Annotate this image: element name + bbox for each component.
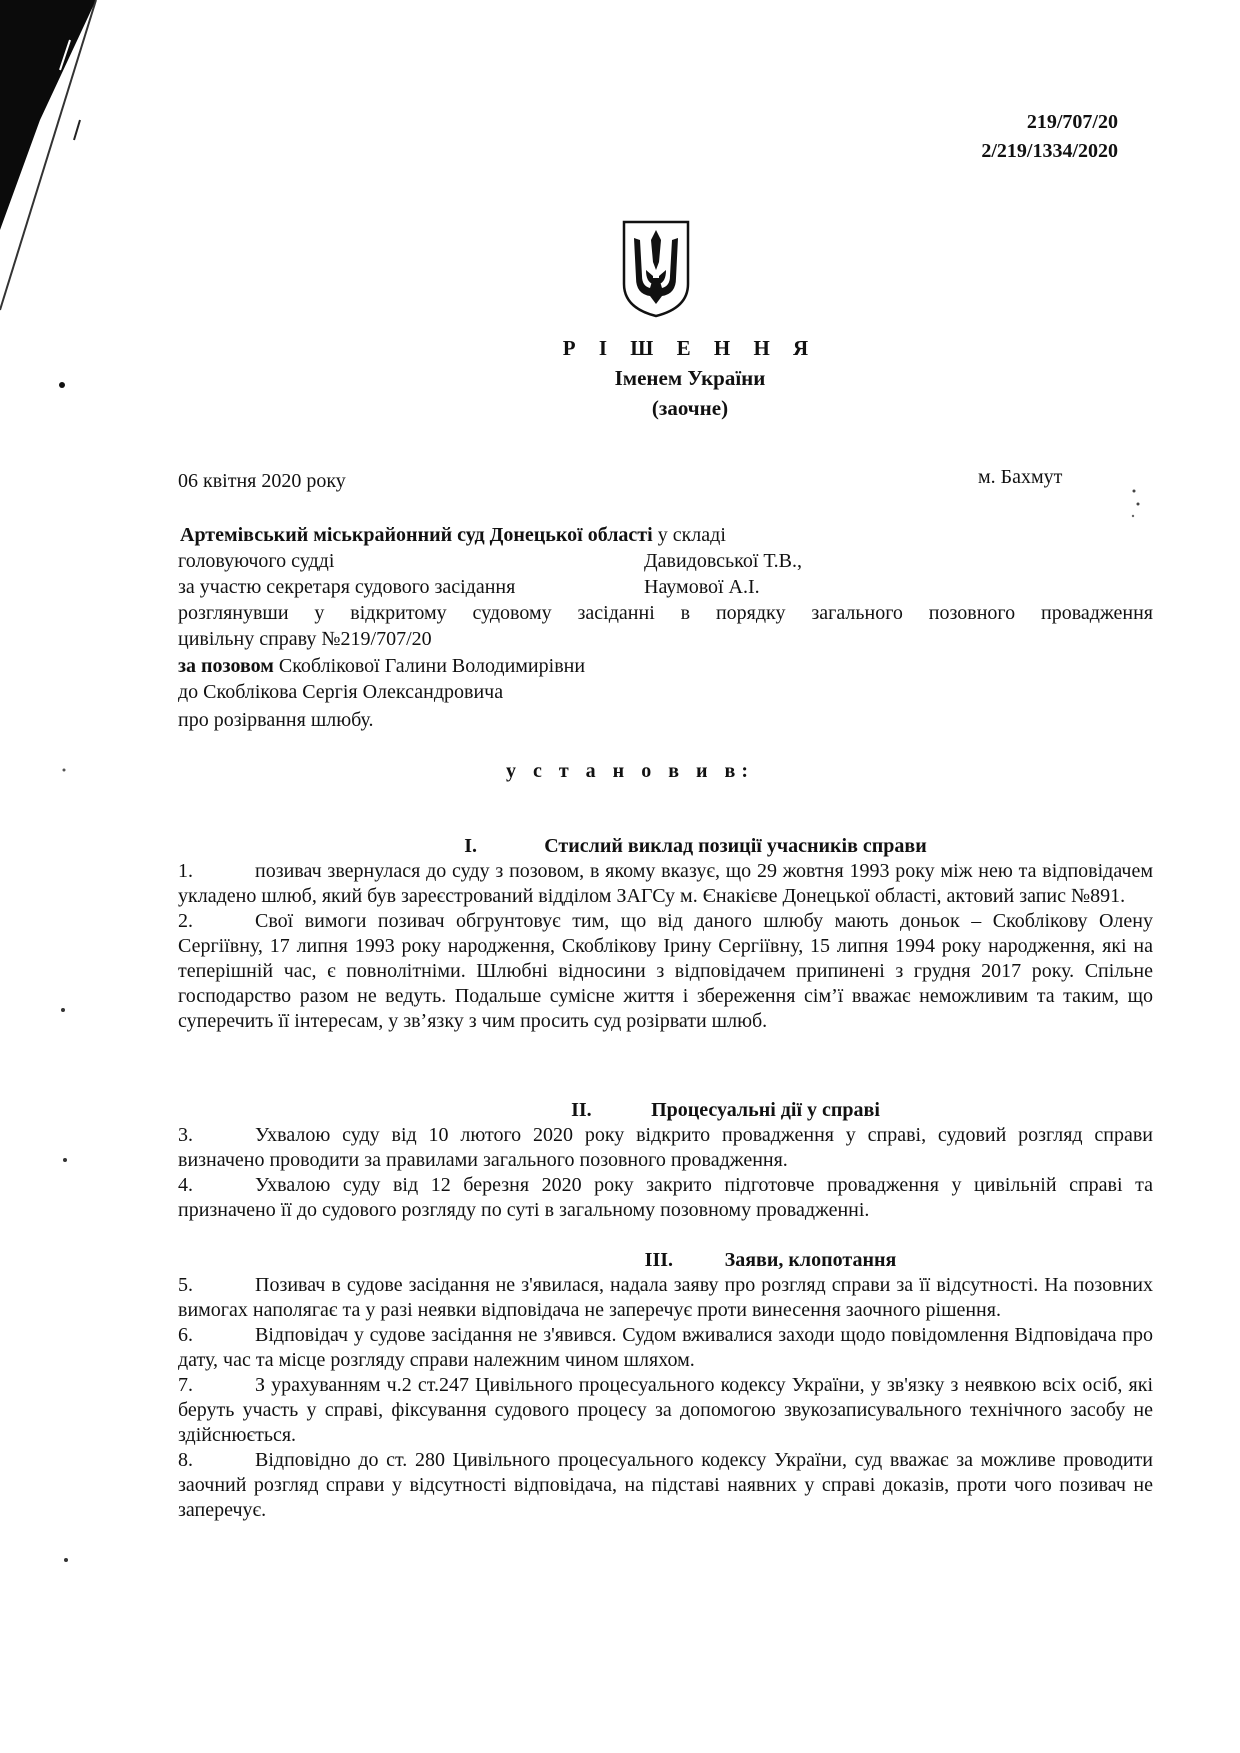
scan-specks-right [1128,486,1148,536]
claim-line [178,654,585,679]
paragraph [178,859,1153,909]
case-number-2: 2/219/1334/2020 [981,140,1118,162]
secretary-label: за участю секретаря судового засідання [178,576,516,598]
claim-plaintiff: Скоблікової Галини Володимирівни [273,655,586,677]
paragraph-text: З урахуванням ч.2 ст.247 Цивільного процесуального кодексу України, у зв'язку з неявкою всіх осіб, які беруть участь у справі, фіксування судового процесу за допомогою звукозаписувального технічного засобу не здійснюється. [178,1374,1153,1446]
case-numbers [981,108,1118,166]
paragraph [178,1323,1153,1373]
section-roman: I. [464,835,478,857]
decision-title [0,333,1240,423]
decision-date: 06 квітня 2020 року [178,470,346,492]
secretary-name: Наумової А.І. [644,576,760,598]
paragraph [178,1173,1153,1223]
paragraph-number: 5. [178,1274,193,1296]
claim-label: за позовом [178,655,274,677]
title-main: Р І Ш Е Н Н Я [562,336,818,360]
section-roman: III. [644,1249,674,1271]
paragraph [178,909,1153,1034]
paragraph [178,1373,1153,1448]
paragraph-text: Ухвалою суду від 12 березня 2020 року закрито підготовче провадження у цивільній справі та призначено її до судового розгляду по суті в загальному позовному провадженні. [178,1174,1153,1221]
section-roman: II. [571,1099,592,1121]
paragraph-number: 2. [178,910,193,932]
section-title: Стислий виклад позиції учасників справи [544,835,927,857]
case-line: цивільну справу №219/707/20 [178,628,432,650]
section-heading [298,1097,1153,1123]
title-type: (заочне) [651,396,729,420]
judge-label: головуючого судді [178,550,335,572]
paragraph-number: 7. [178,1374,193,1396]
scan-edge-artifact [0,0,150,330]
court-name: Артемівський міськрайонний суд Донецької області [180,524,653,546]
scan-specks [40,370,70,1570]
section-heading [388,1247,1153,1273]
decision-city: м. Бахмут [978,466,1063,488]
tryzub-coat-of-arms-icon [620,218,692,318]
paragraph-text: Свої вимоги позивач обгрунтовує тим, що від даного шлюбу мають доньок – Скоблікову Олену Сергіївну, 17 липня 1993 року народження, Скоблікову Ірину Сергіївну, 15 липня 1994 року народження, які на теперішній час, є повнолітніми. Шлюбні відносини з відповідачем припинені з грудня 2017 року. Спільне господарство разом не ведуть. Подальше сумісне життя і збереження сім’ї вважає неможливим та таким, що суперечить її інтересам, у зв’язку з чим просить суд розірвати шлюб. [178,910,1153,1032]
subject-line: про розірвання шлюбу. [178,709,374,731]
paragraph [178,1123,1153,1173]
court-composition: у складі [652,524,726,546]
court-line [180,523,726,548]
paragraph-number: 3. [178,1124,193,1146]
paragraph [178,1273,1153,1323]
paragraph-text: Позивач в судове засідання не з'явилася, надала заяву про розгляд справи за її відсутності. На позовних вимогах наполягає та у разі неявки відповідача не заперечує проти винесення заочного рішення. [178,1274,1153,1321]
decision-body [178,833,1153,1523]
paragraph-text: позивач звернулася до суду з позовом, в якому вказує, що 29 жовтня 1993 року між нею та відповідачем укладено шлюб, який був зареєстрований відділом ЗАГСу м. Єнакієве Донецької області, актовий запис №891. [178,860,1153,907]
established-heading: у с т а н о в и в: [505,760,754,782]
paragraph-text: Відповідач у судове засідання не з'явився. Судом вживалися заходи щодо повідомлення Відповідача про дату, час та місце розгляду справи належним чином шляхом. [178,1324,1153,1371]
paragraph-text: Відповідно до ст. 280 Цивільного процесуального кодексу України, суд вважає за можливе проводити заочний розгляд справи у відсутності відповідача, на підставі наявних у справі доказів, проти чого позивач не заперечує. [178,1449,1153,1521]
judge-name: Давидовської Т.В., [644,550,802,572]
paragraph-number: 8. [178,1449,193,1471]
defendant-line: до Скоблікова Сергія Олександровича [178,681,504,703]
section-title: Заяви, клопотання [724,1249,897,1271]
paragraph-number: 6. [178,1324,193,1346]
section-heading [238,833,1153,859]
paragraph [178,1448,1153,1523]
considered-line: розглянувши у відкритому судовому засіданні в порядку загального позовного провадження [178,602,1153,624]
paragraph-text: Ухвалою суду від 10 лютого 2020 року відкрито провадження у справі, судовий розгляд справи визначено проводити за правилами загального позовного провадження. [178,1124,1153,1171]
paragraph-number: 4. [178,1174,193,1196]
title-sub: Іменем України [614,366,766,390]
case-number-1: 219/707/20 [1026,111,1118,133]
section-title: Процесуальні дії у справі [651,1099,880,1121]
paragraph-number: 1. [178,860,193,882]
